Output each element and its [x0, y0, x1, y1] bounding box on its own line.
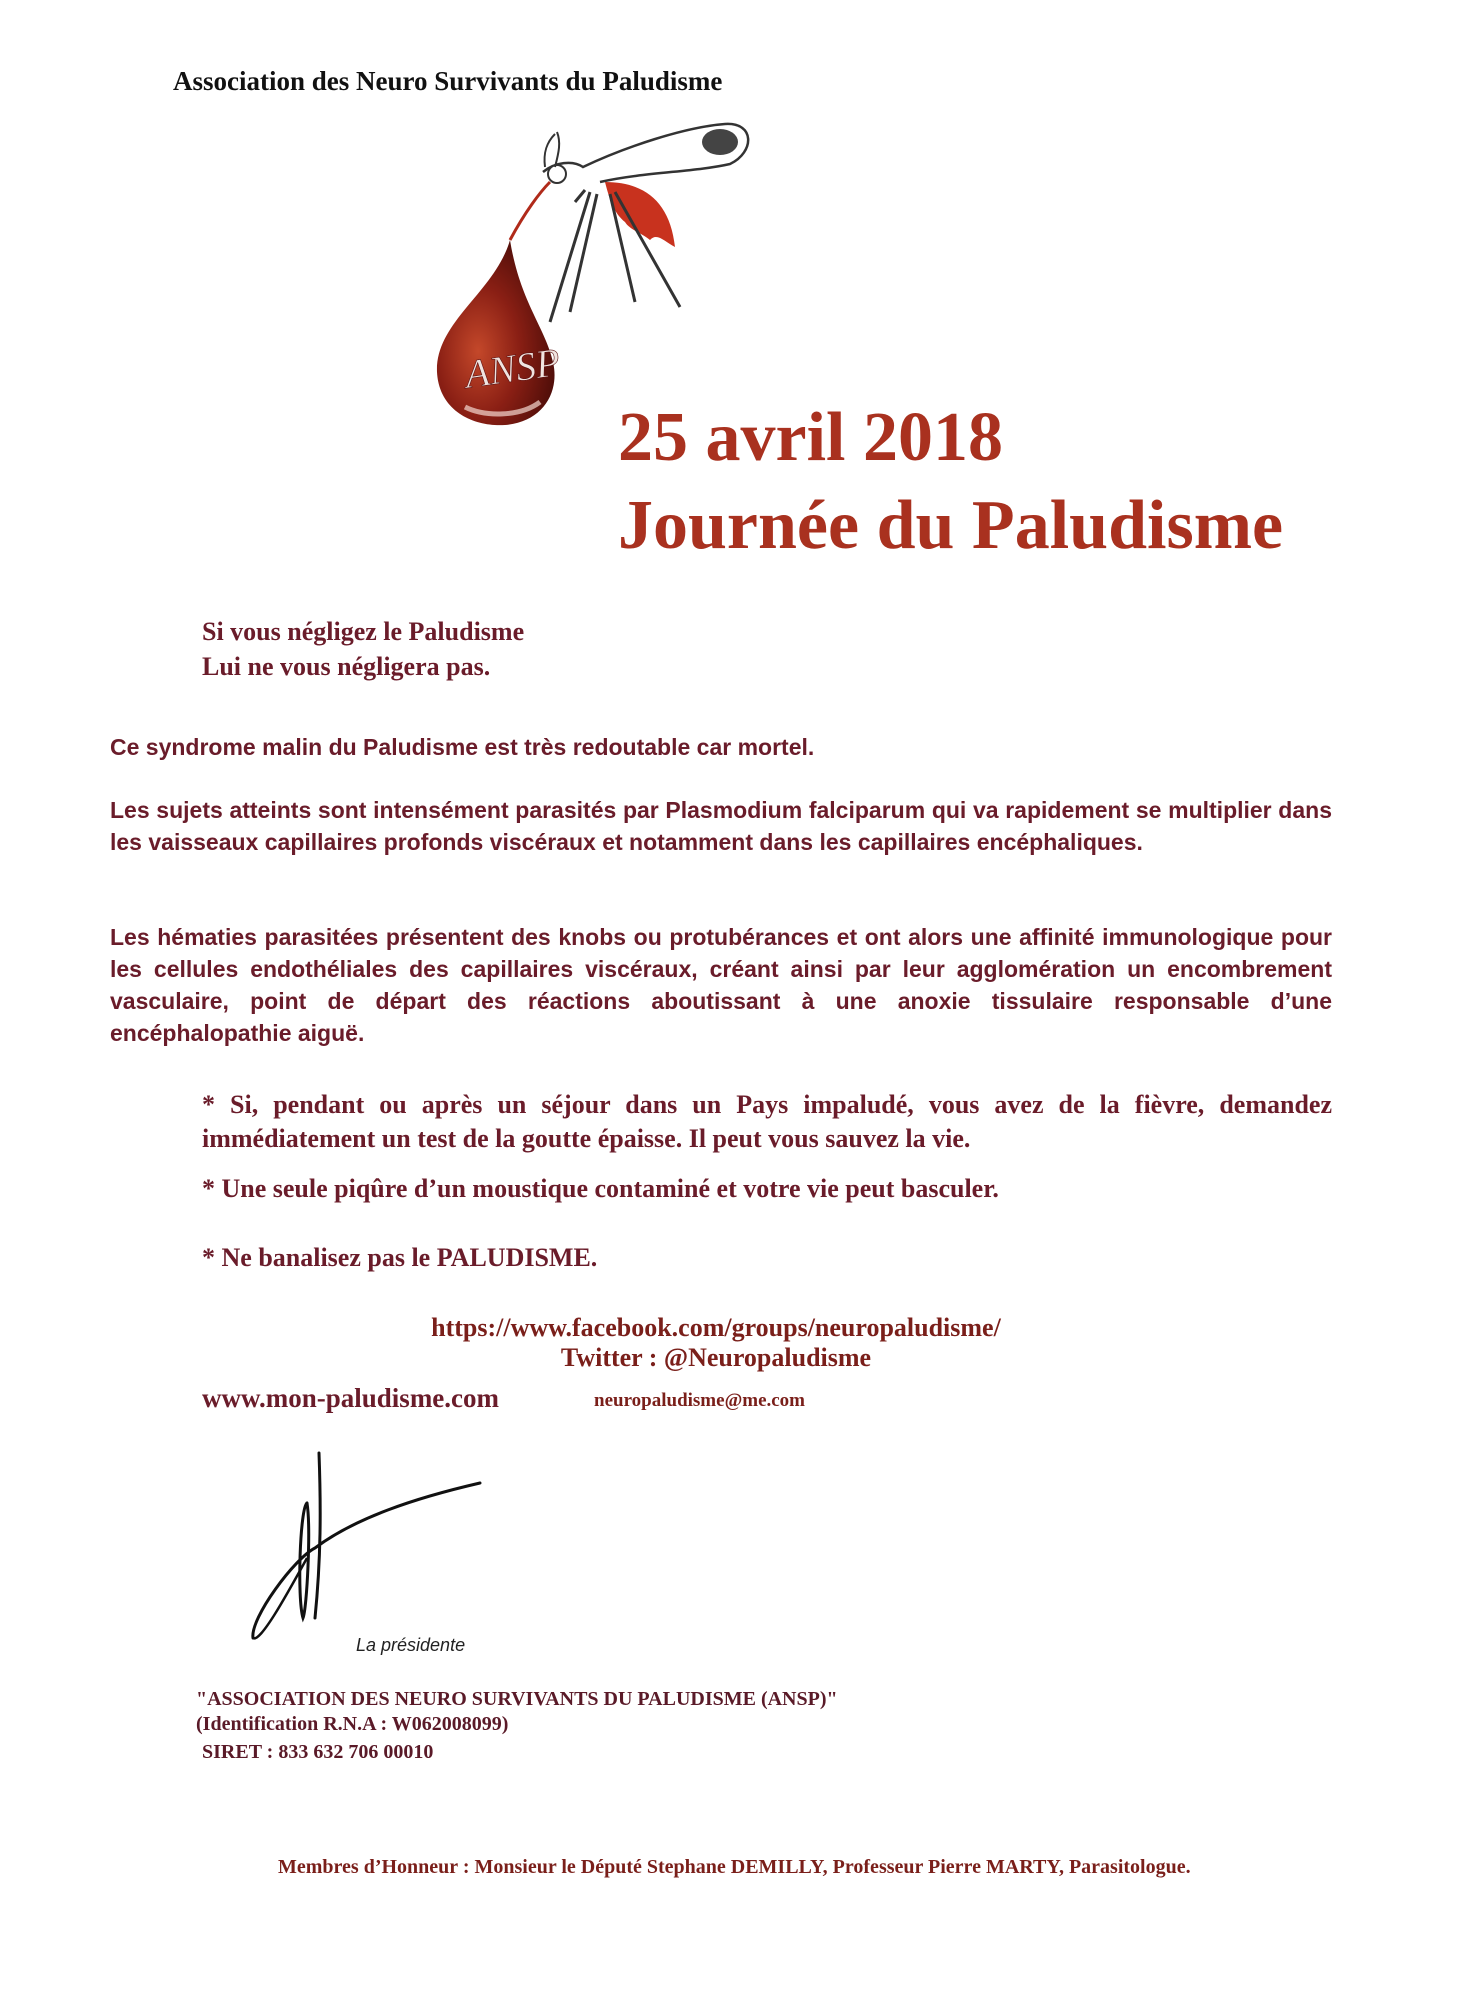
website-link[interactable]: www.mon-paludisme.com — [202, 1383, 500, 1413]
advice-bullet-3: * Ne banalisez pas le PALUDISME. — [202, 1243, 598, 1272]
slogan-line-2: Lui ne vous négligera pas. — [202, 652, 491, 681]
association-legal-name: "ASSOCIATION DES NEURO SURVIVANTS DU PALUDISME (ANSP)" — [196, 1688, 838, 1710]
paragraph-3: Les hématies parasitées présentent des knobs ou protubérances et ont alors une affinité immunologique pour les cellules endothéliales des capillaires viscéraux, créant ainsi par leur agglomération un encombrement vasculaire, point de départ des réactions aboutissant à une anoxie tissulaire responsable d’une encéphalopathie aiguë. — [110, 924, 1332, 1046]
facebook-link[interactable]: https://www.facebook.com/groups/neuropaludisme/ — [431, 1313, 1001, 1342]
svg-text:ANSP: ANSP — [461, 339, 563, 397]
advice-bullet-2: * Une seule piqûre d’un moustique contaminé et votre vie peut basculer. — [202, 1174, 999, 1203]
siret-number: SIRET : 833 632 706 00010 — [202, 1741, 434, 1763]
advice-bullet-1: * Si, pendant ou après un séjour dans un Pays impaludé, vous avez de la fièvre, demandez immédiatement un test de la goutte épaisse. Il peut vous sauvez la vie. — [202, 1090, 1332, 1153]
event-title: Journée du Paludisme — [618, 487, 1284, 564]
rna-identification: (Identification R.N.A : W062008099) — [196, 1713, 509, 1735]
twitter-handle[interactable]: Twitter : @Neuropaludisme — [560, 1343, 872, 1372]
signature-label: La présidente — [356, 1635, 466, 1655]
paragraph-1: Ce syndrome malin du Paludisme est très redoutable car mortel. — [110, 734, 815, 760]
ansp-logo-mosquito-blood-drop-icon — [425, 122, 785, 432]
organization-header: Association des Neuro Survivants du Paludisme — [173, 66, 723, 96]
paragraph-2: Les sujets atteints sont intensément parasités par Plasmodium falciparum qui va rapidement se multiplier dans les vaisseaux capillaires profonds viscéraux et notamment dans les capillaires encéphaliques. — [110, 797, 1332, 855]
event-date: 25 avril 2018 — [618, 399, 1003, 476]
email-link[interactable]: neuropaludisme@me.com — [594, 1390, 806, 1411]
slogan-line-1: Si vous négligez le Paludisme — [202, 617, 525, 646]
signature-icon — [245, 1448, 490, 1648]
honorary-members: Membres d’Honneur : Monsieur le Député Stephane DEMILLY, Professeur Pierre MARTY, Parasitologue. — [278, 1856, 1191, 1878]
